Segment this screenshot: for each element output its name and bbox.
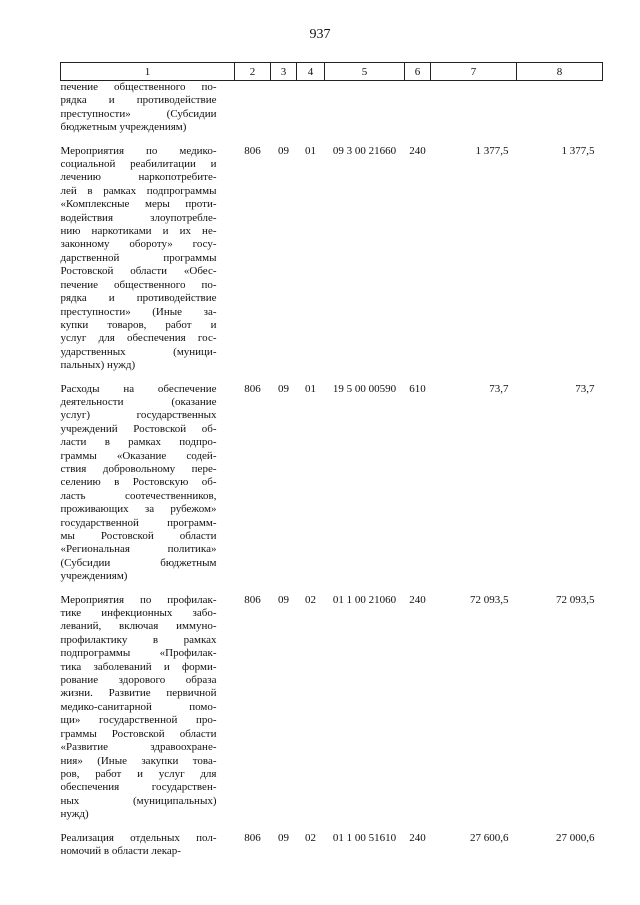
subsection-code bbox=[297, 81, 325, 135]
header-col-1: 1 bbox=[61, 63, 235, 81]
amount-year-1: 27 600,6 bbox=[470, 831, 509, 844]
row-spacer-cell bbox=[61, 135, 603, 145]
amount-year-2 bbox=[517, 81, 603, 135]
table-row bbox=[61, 145, 603, 373]
description-line: законному обороту» госу- bbox=[60, 238, 217, 251]
row-description bbox=[61, 594, 235, 822]
section-code bbox=[271, 81, 297, 135]
description-line: рядка и противодействие bbox=[60, 94, 217, 107]
description-line: рование здорового образа bbox=[60, 674, 217, 687]
description-line: пальных) нужд) bbox=[60, 359, 136, 372]
description-line: мы Ростовской области bbox=[60, 530, 217, 542]
row-spacer-cell bbox=[61, 822, 603, 832]
header-col-3: 3 bbox=[271, 63, 297, 81]
page-number: 937 bbox=[309, 27, 331, 42]
row-spacer-cell bbox=[61, 584, 603, 594]
description-line: медико-санитарной помо- bbox=[60, 700, 217, 713]
description-line: преступности» (Субсидии bbox=[60, 107, 217, 120]
budget-table bbox=[60, 62, 603, 858]
description-line: преступности» (Иные за- bbox=[60, 305, 217, 318]
description-line: ров, работ и услуг для bbox=[60, 767, 217, 780]
row-spacer bbox=[61, 135, 603, 145]
description-line: «Развитие здравоохране- bbox=[60, 741, 217, 754]
header-col-5: 5 bbox=[325, 63, 405, 81]
description-line: ласти в рамках подпро- bbox=[60, 436, 217, 449]
description-line: граммы Ростовской области bbox=[60, 727, 217, 740]
description-line: Реализация отдельных пол- bbox=[60, 831, 217, 844]
header-col-2: 2 bbox=[235, 63, 271, 81]
expense-type-code: 610 bbox=[409, 382, 426, 395]
table-header-row bbox=[61, 63, 603, 81]
description-line: нужд) bbox=[60, 808, 89, 821]
header-col-6: 6 bbox=[405, 63, 431, 81]
description-line: ударственных (муници- bbox=[60, 345, 217, 358]
row-spacer-cell bbox=[61, 373, 603, 383]
description-line: номочий в области лекар- bbox=[60, 844, 181, 857]
row-description bbox=[61, 81, 235, 135]
description-line: печение общественного по- bbox=[60, 81, 217, 93]
description-line: государственной программ- bbox=[60, 516, 217, 529]
table-row bbox=[61, 594, 603, 822]
description-line: услуг для обеспечения гос- bbox=[60, 332, 217, 345]
row-description bbox=[61, 383, 235, 584]
section-code: 09 bbox=[278, 382, 289, 395]
header-col-4: 4 bbox=[297, 63, 325, 81]
description-line: «Региональная политика» bbox=[60, 543, 217, 556]
subsection-code: 02 bbox=[305, 593, 316, 606]
ministry-code: 806 bbox=[244, 144, 261, 157]
amount-year-1: 72 093,5 bbox=[470, 593, 509, 606]
description-line: лечению наркопотребите- bbox=[60, 171, 217, 184]
row-description bbox=[61, 832, 235, 859]
description-line: печение общественного по- bbox=[60, 278, 217, 291]
description-line: Ростовской области «Обес- bbox=[60, 265, 217, 278]
target-article-code: 19 5 00 00590 bbox=[332, 382, 397, 395]
amount-year-1: 73,7 bbox=[489, 382, 509, 395]
description-line: подпрограммы «Профилак- bbox=[60, 647, 217, 660]
row-spacer bbox=[61, 584, 603, 594]
description-line: Мероприятия по профилак- bbox=[60, 593, 217, 606]
amount-year-2: 27 000,6 bbox=[556, 831, 595, 844]
description-line: бюджетным учреждениям) bbox=[60, 121, 187, 134]
description-line: ния» (Иные закупки това- bbox=[60, 754, 217, 767]
subsection-code: 01 bbox=[305, 144, 316, 157]
description-line: (Субсидии бюджетным bbox=[60, 556, 217, 569]
amount-year-2: 72 093,5 bbox=[556, 593, 595, 606]
target-article-code bbox=[325, 81, 405, 135]
description-line: рядка и противодействие bbox=[60, 292, 217, 305]
description-line: учреждений Ростовской об- bbox=[60, 422, 217, 435]
row-spacer bbox=[61, 822, 603, 832]
description-line: жизни. Развитие первичной bbox=[60, 687, 217, 700]
description-line: водействия злоупотребле- bbox=[60, 211, 217, 224]
amount-year-2: 73,7 bbox=[575, 382, 595, 395]
target-article-code: 01 1 00 51610 bbox=[332, 831, 397, 844]
section-code: 09 bbox=[278, 831, 289, 844]
description-line: нию наркотиками и их не- bbox=[60, 225, 217, 238]
description-line: леваний, включая иммуно- bbox=[60, 620, 217, 633]
amount-year-1 bbox=[431, 81, 517, 135]
ministry-code: 806 bbox=[244, 382, 261, 395]
description-line: Мероприятия по медико- bbox=[60, 144, 217, 157]
description-line: деятельности (оказание bbox=[60, 395, 217, 408]
description-line: «Комплексные меры проти- bbox=[60, 198, 217, 211]
description-line: граммы «Оказание содей- bbox=[60, 449, 217, 462]
expense-type-code: 240 bbox=[409, 144, 426, 157]
description-line: ствия добровольному пере- bbox=[60, 462, 217, 475]
description-line: ласть соотечественников, bbox=[60, 489, 217, 502]
ministry-code: 806 bbox=[244, 593, 261, 606]
description-line: проживающих за рубежом» bbox=[60, 503, 217, 516]
description-line: услуг) государственных bbox=[60, 409, 217, 422]
description-line: лей в рамках подпрограммы bbox=[60, 184, 217, 197]
description-line: тика заболеваний и форми- bbox=[60, 660, 217, 673]
header-col-8: 8 bbox=[517, 63, 603, 81]
amount-year-1: 1 377,5 bbox=[475, 144, 509, 157]
description-line: тике инфекционных забо- bbox=[60, 607, 217, 620]
subsection-code: 02 bbox=[305, 831, 316, 844]
table-row bbox=[61, 383, 603, 584]
amount-year-2: 1 377,5 bbox=[561, 144, 595, 157]
description-line: социальной реабилитации и bbox=[60, 158, 217, 171]
ministry-code: 806 bbox=[244, 831, 261, 844]
description-line: профилактику в рамках bbox=[60, 633, 217, 646]
target-article-code: 01 1 00 21060 bbox=[332, 593, 397, 606]
header-col-7: 7 bbox=[431, 63, 517, 81]
description-line: ных (муниципальных) bbox=[60, 794, 217, 807]
expense-type-code: 240 bbox=[409, 831, 426, 844]
table-row bbox=[61, 81, 603, 135]
row-spacer bbox=[61, 373, 603, 383]
expense-type-code: 240 bbox=[409, 593, 426, 606]
subsection-code: 01 bbox=[305, 382, 316, 395]
description-line: учреждениям) bbox=[60, 570, 128, 583]
row-description bbox=[61, 145, 235, 373]
ministry-code bbox=[235, 81, 271, 135]
description-line: дарственной программы bbox=[60, 251, 217, 264]
section-code: 09 bbox=[278, 144, 289, 157]
table-row bbox=[61, 832, 603, 859]
description-line: Расходы на обеспечение bbox=[60, 382, 217, 395]
target-article-code: 09 3 00 21660 bbox=[332, 144, 397, 157]
section-code: 09 bbox=[278, 593, 289, 606]
description-line: обеспечения государствен- bbox=[60, 781, 217, 794]
expense-type-code bbox=[405, 81, 431, 135]
description-line: купки товаров, работ и bbox=[60, 318, 217, 331]
description-line: щи» государственной про- bbox=[60, 714, 217, 727]
description-line: селению в Ростовскую об- bbox=[60, 476, 217, 489]
